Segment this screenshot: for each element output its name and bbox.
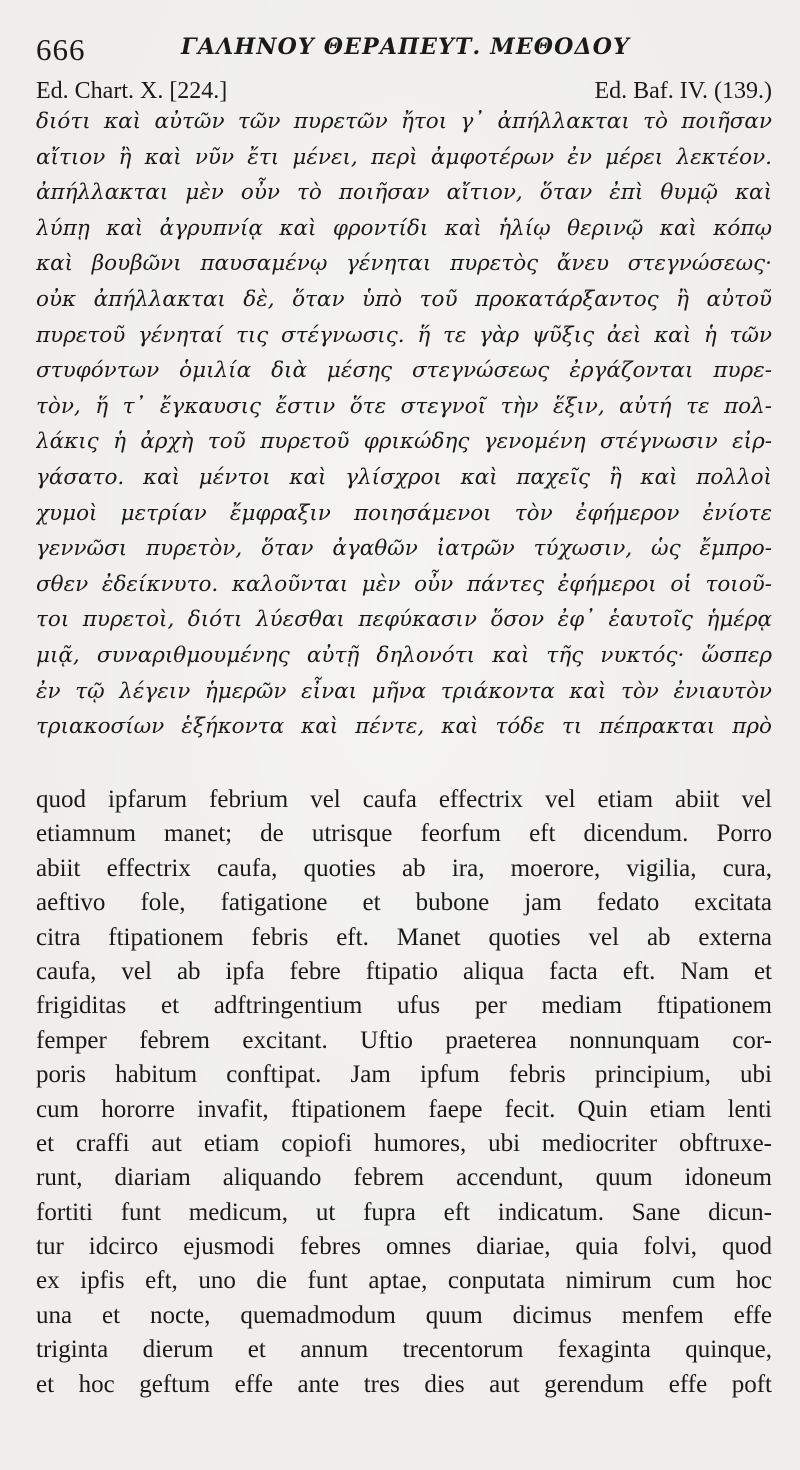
latin-line: caufa, vel ab ipfa febre ftipatio aliqua facta eft. Nam et: [36, 957, 772, 985]
latin-line: ex ipfis eft, uno die funt aptae, conputata nimirum cum hoc: [36, 1267, 772, 1295]
greek-line: λάκις ἡ ἀρχὴ τοῦ πυρετοῦ φρικώδης γενομένη στέγνωσιν εἰρ-: [36, 429, 772, 455]
greek-line: γάσατο. καὶ μέντοι καὶ γλίσχροι καὶ παχεῖς ἢ καὶ πολλοὶ: [36, 464, 772, 490]
running-title: ΓΑΛΗΝΟΥ ΘΕΡΑΠΕΥΤ. ΜΕΘΟΔΟΥ: [181, 34, 631, 60]
latin-line: et hoc geftum effe ante tres dies aut gerendum effe poft: [36, 1370, 772, 1398]
greek-text-block: [36, 104, 772, 745]
edition-basel-reference: Ed. Baf. IV. (139.): [594, 78, 772, 104]
latin-line: frigiditas et adftringentium ufus per mediam ftipationem: [36, 992, 772, 1020]
latin-line: triginta dierum et annum trecentorum fexaginta quinque,: [36, 1336, 772, 1364]
greek-line: οὐκ ἀπήλλακται δὲ, ὅταν ὑπὸ τοῦ προκατάρξαντος ἢ αὐτοῦ: [36, 286, 772, 312]
greek-line: διότι καὶ αὐτῶν τῶν πυρετῶν ἤτοι γ᾽ ἀπήλλακται τὸ ποιῆσαν: [36, 109, 772, 134]
greek-line: αἴτιον ἢ καὶ νῦν ἔτι μένει, περὶ ἀμφοτέρων ἐν μέρει λεκτέον.: [36, 144, 772, 170]
latin-line: etiamnum manet; de utrisque feorfum eft dicendum. Porro: [36, 820, 772, 848]
greek-line: ἐν τῷ λέγειν ἡμερῶν εἶναι μῆνα τριάκοντα καὶ τὸν ἐνιαυτὸν: [36, 678, 772, 704]
latin-line: fortiti funt medicum, ut fupra eft indicatum. Sane dicun-: [36, 1198, 772, 1226]
latin-line: poris habitum conftipat. Jam ipfum febris principium, ubi: [36, 1061, 772, 1089]
greek-line: τοι πυρετοὶ, διότι λύεσθαι πεφύκασιν ὅσον ἐφ᾽ ἑαυτοῖς ἡμέρᾳ: [36, 607, 772, 633]
latin-text-block: [36, 783, 772, 1402]
page-number: 666: [36, 32, 86, 67]
latin-line: et craffi aut etiam copiofi humores, ubi mediocriter obftruxe-: [36, 1129, 772, 1157]
greek-line: ἀπήλλακται μὲν οὖν τὸ ποιῆσαν αἴτιον, ὅταν ἐπὶ θυμῷ καὶ: [36, 180, 772, 206]
greek-line: σθεν ἐδείκνυτο. καλοῦνται μὲν οὖν πάντες ἐφήμεροι οἱ τοιοῦ-: [36, 571, 772, 597]
greek-line: λύπῃ καὶ ἀγρυπνίᾳ καὶ φροντίδι καὶ ἡλίῳ θερινῷ καὶ κόπῳ: [36, 215, 772, 241]
latin-line: quod ipfarum febrium vel caufa effectrix vel etiam abiit vel: [36, 786, 772, 813]
latin-line: runt, diariam aliquando febrem accendunt, quum idoneum: [36, 1164, 772, 1192]
latin-line: cum hororre invafit, ftipationem faepe fecit. Quin etiam lenti: [36, 1095, 772, 1123]
edition-chartier-reference: Ed. Chart. X. [224.]: [36, 78, 228, 104]
greek-line: στυφόντων ὁμιλία διὰ μέσης στεγνώσεως ἐργάζονται πυρε-: [36, 358, 772, 384]
greek-line: πυρετοῦ γένηταί τις στέγνωσις. ἥ τε γὰρ ψῦξις ἀεὶ καὶ ἡ τῶν: [36, 322, 772, 348]
greek-line: καὶ βουβῶνι παυσαμένῳ γένηται πυρετὸς ἄνευ στεγνώσεως·: [36, 251, 772, 277]
latin-line: femper febrem excitant. Uftio praeterea nonnunquam cor-: [36, 1026, 772, 1054]
latin-line: aeftivo fole, fatigatione et bubone jam fedato excitata: [36, 889, 772, 917]
greek-line: χυμοὶ μετρίαν ἔμφραξιν ποιησάμενοι τὸν ἐφήμερον ἐνίοτε: [36, 500, 772, 526]
greek-line: γεννῶσι πυρετὸν, ὅταν ἀγαθῶν ἰατρῶν τύχωσιν, ὡς ἔμπρο-: [36, 536, 772, 562]
greek-line: μιᾷ, συναριθμουμένης αὐτῇ δηλονότι καὶ τῆς νυκτός· ὥσπερ: [36, 642, 772, 668]
latin-line: una et nocte, quemadmodum quum dicimus menfem effe: [36, 1301, 772, 1329]
page-header: [36, 30, 640, 70]
latin-line: tur idcirco ejusmodi febres omnes diariae, quia folvi, quod: [36, 1233, 772, 1261]
greek-line: τὸν, ἥ τ᾽ ἔγκαυσις ἔστιν ὅτε στεγνοῖ τὴν ἕξιν, αὐτή τε πολ-: [36, 393, 772, 419]
latin-line: abiit effectrix caufa, quoties ab ira, moerore, vigilia, cura,: [36, 854, 772, 882]
latin-line: citra ftipationem febris eft. Manet quoties vel ab externa: [36, 923, 772, 951]
greek-line: τριακοσίων ἑξήκοντα καὶ πέντε, καὶ τόδε τι πέπρακται πρὸ: [36, 714, 772, 740]
